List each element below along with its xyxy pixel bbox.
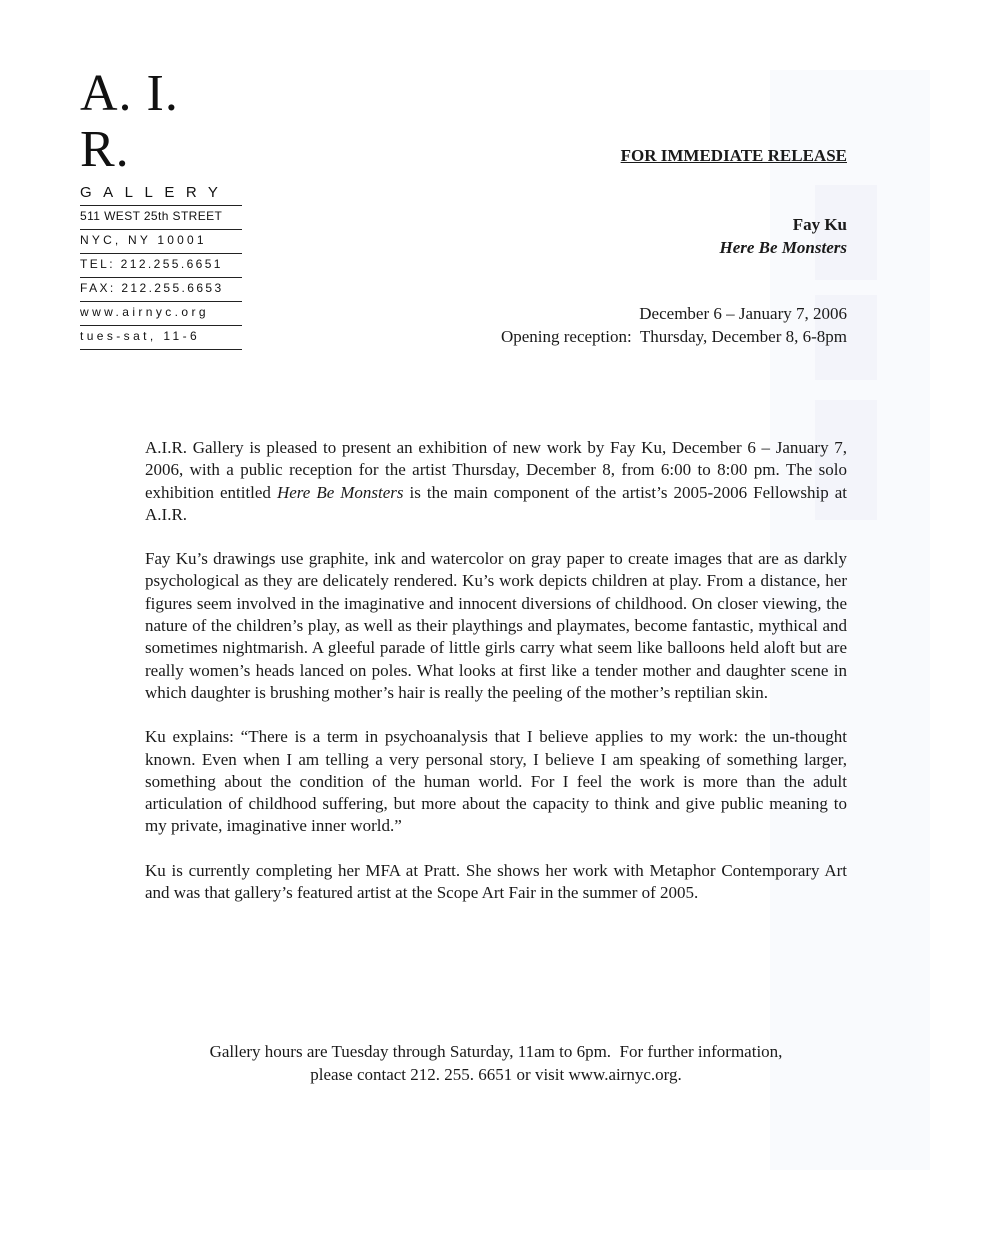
gallery-phone: TEL: 212.255.6651 [80, 253, 242, 277]
footer-info [145, 1040, 847, 1086]
press-body [145, 437, 847, 926]
gallery-hours: tues-sat, 11-6 [80, 325, 242, 350]
gallery-wordmark: GALLERY [80, 184, 230, 201]
release-label: FOR IMMEDIATE RELEASE [620, 146, 847, 165]
artist-block [720, 213, 848, 259]
gallery-city: NYC, NY 10001 [80, 229, 242, 253]
paragraph-intro: A.I.R. Gallery is pleased to present an exhibition of new work by Fay Ku, December 6 – January 7, 2006, with a public reception for the artist Thursday, December 8, from 6:00 to 8:00 pm. The solo exhibition entitled Here Be Monsters is the main component of the artist’s 2005-2006 Fellowship at A.I.R. [145, 438, 848, 524]
paragraph-quote: Ku explains: “There is a term in psychoanalysis that I believe applies to my work: the un-thought known. Even when I am telling a very personal story, I believe I am speaking of something larger, something about the condition of the human world. For I feel the work is more than the adult articulation of childhood suffering, but more about the capacity to think and give public meaning to my private, imaginative inner world.” [145, 727, 847, 836]
gallery-website: www.airnyc.org [80, 301, 242, 325]
footer-hours: Gallery hours are Tuesday through Saturday, 11am to 6pm. For further information, [209, 1042, 783, 1061]
opening-reception: Opening reception: Thursday, December 8, 6-8pm [500, 327, 847, 346]
exhibition-dates: December 6 – January 7, 2006 [639, 304, 847, 323]
artist-name: Fay Ku [792, 215, 847, 234]
gallery-address: 511 WEST 25th STREET [80, 205, 242, 229]
date-block [501, 302, 847, 348]
footer-contact: please contact 212. 255. 6651 or visit www.airnyc.org. [310, 1065, 682, 1084]
exhibition-title-inline: Here Be Monsters [276, 482, 404, 502]
gallery-fax: FAX: 212.255.6653 [80, 277, 242, 301]
paragraph-description: Fay Ku’s drawings use graphite, ink and watercolor on gray paper to create images that are as darkly psychological as they are delicately rendered. Ku’s work depicts children at play. From a distance, her figures seem involved in the imaginative and innocent diversions of childhood. On closer viewing, the nature of the children’s play, as well as their playthings and playmates, become fantastic, mythical and sometimes nightmarish. A gleeful parade of little girls carry what seem like balloons held aloft but are really women’s heads lanced on poles. What looks at first like a tender mother and daughter scene in which daughter is brushing mother’s hair is really the peeling of the mother’s reptilian skin. [145, 549, 847, 702]
letterhead [80, 66, 242, 350]
paragraph-bio: Ku is currently completing her MFA at Pratt. She shows her work with Metaphor Contemporary Art and was that gallery’s featured artist at the Scope Art Fair in the summer of 2005. [145, 860, 847, 903]
exhibition-title: Here Be Monsters [719, 238, 847, 257]
gallery-logo: A. I. R. [80, 65, 179, 178]
